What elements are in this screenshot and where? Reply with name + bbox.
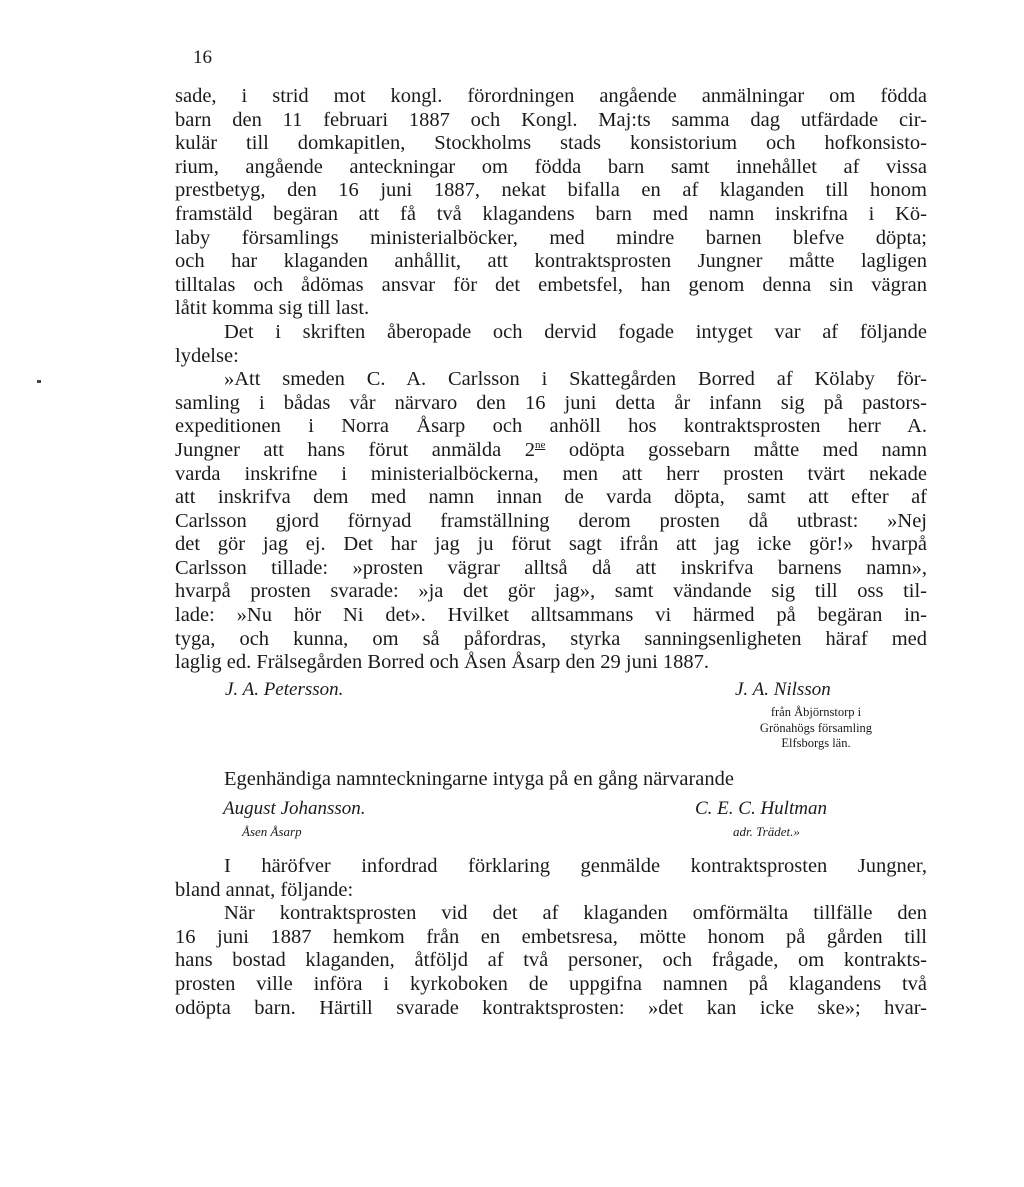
text-line: Carlsson tillade: »prosten vägrar alltså då att inskrifva barnens namn», xyxy=(175,556,927,579)
text-fragment: Jungner att hans förut anmälda 2 xyxy=(175,438,535,461)
attesting-signatures xyxy=(175,798,927,848)
text-line: rium, angående anteckningar om födda barn samt innehållet af vissa xyxy=(175,155,927,178)
text-line: tilltalas och ådömas ansvar för det embetsfel, han genom denna sin vägran xyxy=(175,273,927,296)
text-line: tyga, och kunna, om så påfordras, styrka sanningsenligheten häraf med xyxy=(175,627,927,650)
text-line: barn den 11 februari 1887 och Kongl. Maj:ts samma dag utfärdade cir- xyxy=(175,108,927,131)
witness-signatures xyxy=(175,679,927,779)
note-line: Elfsborgs län. xyxy=(781,736,851,750)
text-line: 16 juni 1887 hemkom från en embetsresa, mötte honom på gården till xyxy=(175,925,927,948)
text-line: Det i skriften åberopade och dervid fogade intyget var af följande xyxy=(224,320,927,343)
note-line: från Åbjörnstorp i xyxy=(770,705,862,719)
signature-johansson-place: Åsen Åsarp xyxy=(242,824,302,839)
text-line: laglig ed. Frälsegården Borred och Åsen Åsarp den 29 juni 1887. xyxy=(175,651,710,674)
text-line: bland annat, följande: xyxy=(175,878,354,901)
text-line: att inskrifva dem med namn innan de varda döpta, samt att efter af xyxy=(175,486,927,509)
text-line: varda inskrifne i ministerialböckerna, men att herr prosten tvärt nekade xyxy=(175,462,927,485)
page-number: 16 xyxy=(193,47,212,68)
text-line: samling i bådas vår närvaro den 16 juni detta år infann sig på pastors- xyxy=(175,391,927,414)
quoted-certificate xyxy=(175,368,927,675)
superscript-ordinal: ne xyxy=(534,439,546,452)
paragraph-complaint xyxy=(175,85,927,321)
text-line: laby församlings ministerialböcker, med mindre barnen blefve döpta; xyxy=(175,226,927,249)
text-line: låtit komma sig till last. xyxy=(175,297,370,320)
text-line: När kontraktsprosten vid det af klaganden omförmälta tillfälle den xyxy=(224,902,927,925)
paragraph-response-intro xyxy=(175,855,927,902)
text-line: »Att smeden C. A. Carlsson i Skattegården Borred af Kölaby för- xyxy=(224,368,927,391)
text-line: och har klaganden anhållit, att kontraktsprosten Jungner måtte lagligen xyxy=(175,250,927,273)
text-line: I häröfver infordrad förklaring genmälde kontraktsprosten Jungner, xyxy=(224,855,927,877)
text-line: lade: »Nu hör Ni det». Hvilket alltsammans vi härmed på begäran in- xyxy=(175,604,927,627)
text-line: prosten ville införa i kyrkoboken de uppgifna namnen på klagandens två xyxy=(175,972,927,995)
text-fragment: odöpta gossebarn måtte med namn xyxy=(545,438,927,461)
attestation-line: Egenhändiga namnteckningarne intyga på en gång närvarande xyxy=(224,768,735,790)
text-line: det gör jag ej. Det har jag ju förut sagt ifrån att jag icke gör!» hvarpå xyxy=(175,533,927,556)
text-line: lydelse: xyxy=(175,344,239,367)
text-line: kulär till domkapitlen, Stockholms stads konsistorium och hofkonsisto- xyxy=(175,132,927,155)
text-line: Carlsson gjord förnyad framställning derom prosten då utbrast: »Nej xyxy=(175,509,927,532)
main-text-block xyxy=(175,85,927,675)
text-line: sade, i strid mot kongl. förordningen angående anmälningar om födda xyxy=(175,85,927,107)
signature-petersson: J. A. Petersson. xyxy=(225,679,344,700)
text-line: framstäld begäran att få två klagandens barn med namn inskrifna i Kö- xyxy=(175,202,927,225)
signature-note xyxy=(731,705,901,752)
text-line-with-superscript xyxy=(175,439,927,463)
text-line: prestbetyg, den 16 juni 1887, nekat bifalla en af klaganden till honom xyxy=(175,179,927,202)
note-line: Grönahögs församling xyxy=(759,720,873,735)
text-line: hans bostad klaganden, åtföljd af två personer, och frågade, om kontrakts- xyxy=(175,949,927,972)
response-text-block xyxy=(175,855,927,1020)
paragraph-certificate-intro xyxy=(175,321,927,368)
text-line: odöpta barn. Härtill svarade kontraktsprosten: »det kan icke ske»; hvar- xyxy=(175,996,927,1019)
signature-johansson: August Johansson. xyxy=(223,798,366,819)
text-line: hvarpå prosten svarade: »ja det gör jag», samt vändande sig till oss til- xyxy=(175,580,927,603)
text-line: expeditionen i Norra Åsarp och anhöll hos kontraktsprosten herr A. xyxy=(175,415,927,438)
paragraph-response xyxy=(175,902,927,1020)
signature-hultman-address: adr. Trädet.» xyxy=(733,824,800,839)
signature-hultman: C. E. C. Hultman xyxy=(695,798,827,819)
signature-nilsson: J. A. Nilsson xyxy=(735,679,831,700)
margin-mark xyxy=(37,380,41,383)
